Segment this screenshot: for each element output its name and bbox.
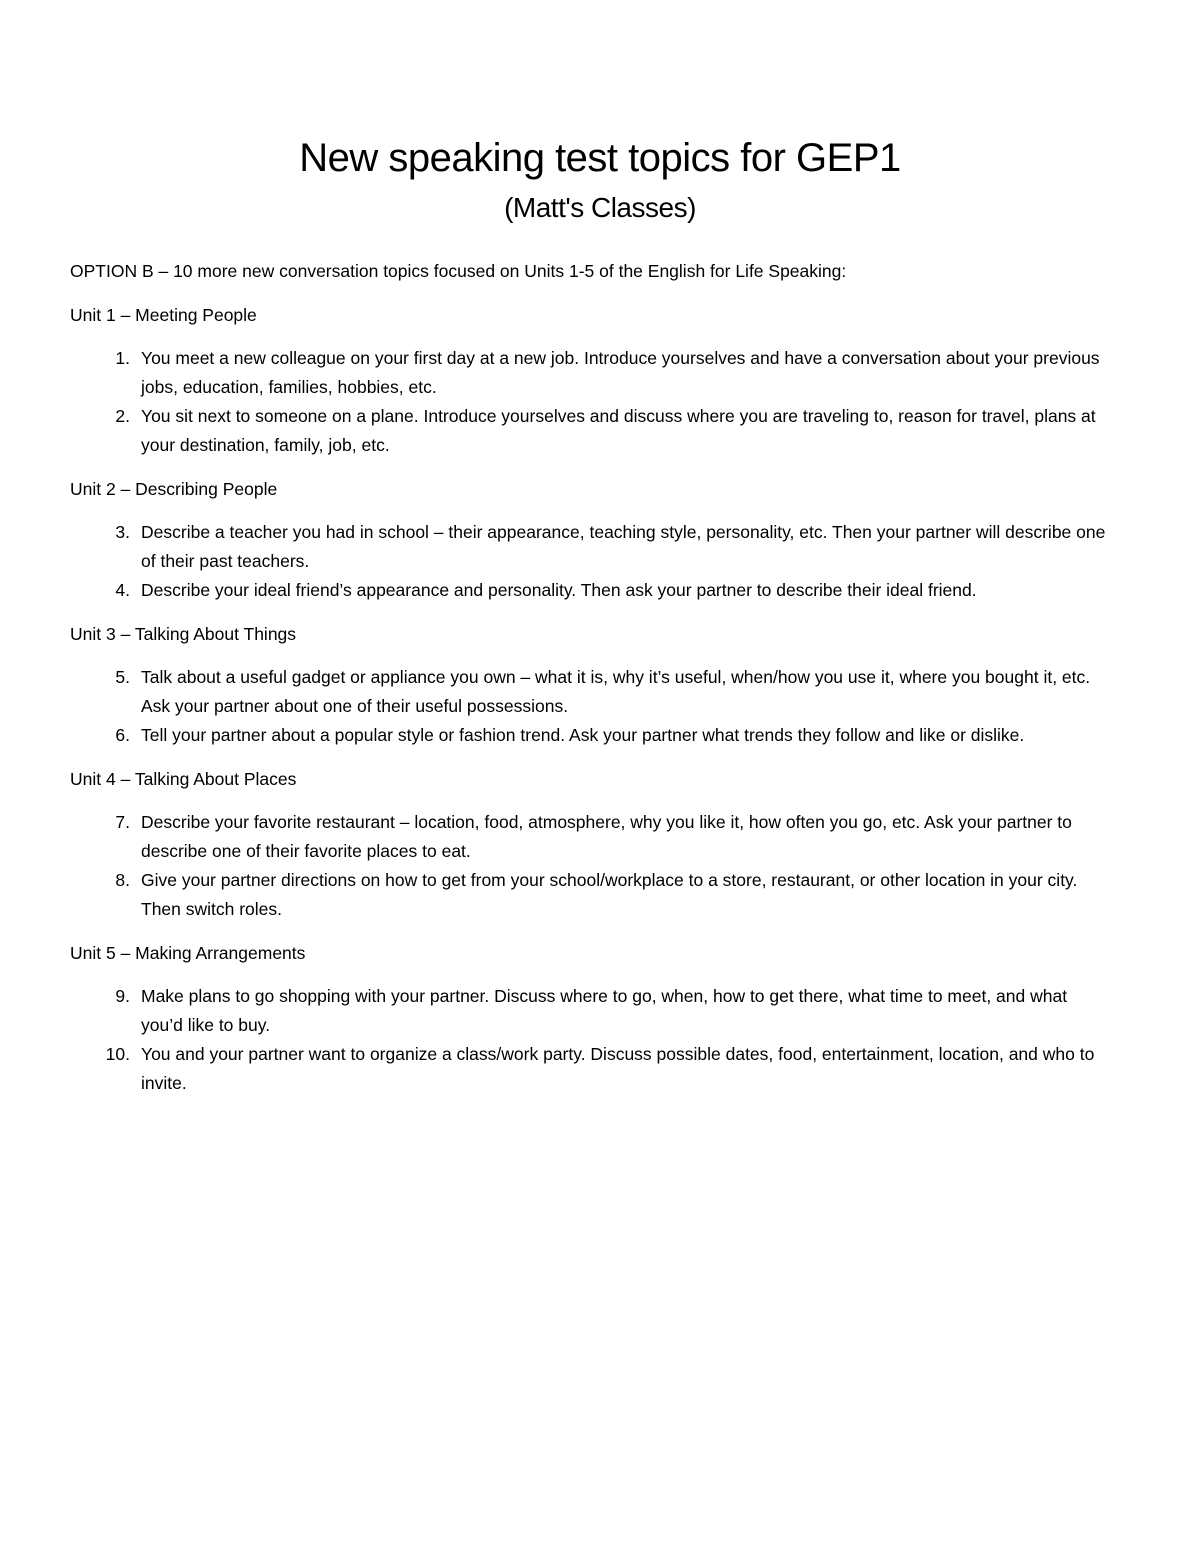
intro-text: OPTION B – 10 more new conversation topics focused on Units 1-5 of the English for Life Speaking: <box>70 261 847 281</box>
topic-text: Describe your favorite restaurant – location, food, atmosphere, why you like it, how often you go, etc. Ask your partner to describe one of their favorite places to eat. <box>141 812 1072 861</box>
unit-heading: Unit 3 – Talking About Things <box>70 624 297 644</box>
topic-number: 4. <box>115 580 130 600</box>
topic-text: Describe a teacher you had in school – their appearance, teaching style, personality, etc. Then your partner will describe one of their past teachers. <box>141 522 1106 571</box>
topic-number: 1. <box>115 348 130 368</box>
topic-number: 3. <box>115 522 130 542</box>
topic-list <box>70 663 1110 750</box>
topic-text: You and your partner want to organize a class/work party. Discuss possible dates, food, entertainment, location, and who to invite. <box>141 1044 1095 1093</box>
unit-heading: Unit 1 – Meeting People <box>70 305 257 325</box>
topic-item <box>70 808 1110 866</box>
topic-list <box>70 808 1110 924</box>
topic-number: 10. <box>105 1044 130 1064</box>
document-body <box>70 257 1110 1113</box>
topic-list <box>70 982 1110 1098</box>
topic-number: 7. <box>115 812 130 832</box>
topic-text: Describe your ideal friend’s appearance and personality. Then ask your partner to describe their ideal friend. <box>141 580 977 600</box>
topic-text: Tell your partner about a popular style or fashion trend. Ask your partner what trends they follow and like or dislike. <box>141 725 1025 745</box>
topic-text: Talk about a useful gadget or appliance you own – what it is, why it’s useful, when/how you use it, where you bought it, etc. Ask your partner about one of their useful possessions. <box>141 667 1091 716</box>
topic-list <box>70 344 1110 460</box>
topic-number: 5. <box>115 667 130 687</box>
topic-item <box>70 518 1110 576</box>
topic-item <box>70 576 1110 605</box>
page-subtitle: (Matt's Classes) <box>504 192 696 223</box>
topic-text: Make plans to go shopping with your partner. Discuss where to go, when, how to get there, what time to meet, and what you’d like to buy. <box>141 986 1068 1035</box>
topic-item <box>70 402 1110 460</box>
unit-1-section <box>70 301 1110 460</box>
topic-item <box>70 663 1110 721</box>
unit-heading: Unit 5 – Making Arrangements <box>70 943 306 963</box>
unit-4-section <box>70 765 1110 924</box>
topic-item <box>70 866 1110 924</box>
topic-text: Give your partner directions on how to get from your school/workplace to a store, restaurant, or other location in your city. Then switch roles. <box>141 870 1078 919</box>
topic-number: 2. <box>115 406 130 426</box>
unit-5-section <box>70 939 1110 1098</box>
page-title: New speaking test topics for GEP1 <box>299 136 901 180</box>
topic-text: You meet a new colleague on your first day at a new job. Introduce yourselves and have a conversation about your previous jobs, education, families, hobbies, etc. <box>141 348 1100 397</box>
topic-item <box>70 982 1110 1040</box>
unit-2-section <box>70 475 1110 605</box>
topic-item <box>70 344 1110 402</box>
unit-heading: Unit 4 – Talking About Places <box>70 769 297 789</box>
topic-number: 6. <box>115 725 130 745</box>
topic-item <box>70 721 1110 750</box>
topic-text: You sit next to someone on a plane. Introduce yourselves and discuss where you are traveling to, reason for travel, plans at your destination, family, job, etc. <box>141 406 1096 455</box>
topic-item <box>70 1040 1110 1098</box>
unit-heading: Unit 2 – Describing People <box>70 479 278 499</box>
topic-number: 8. <box>115 870 130 890</box>
topic-list <box>70 518 1110 605</box>
unit-3-section <box>70 620 1110 750</box>
topic-number: 9. <box>115 986 130 1006</box>
